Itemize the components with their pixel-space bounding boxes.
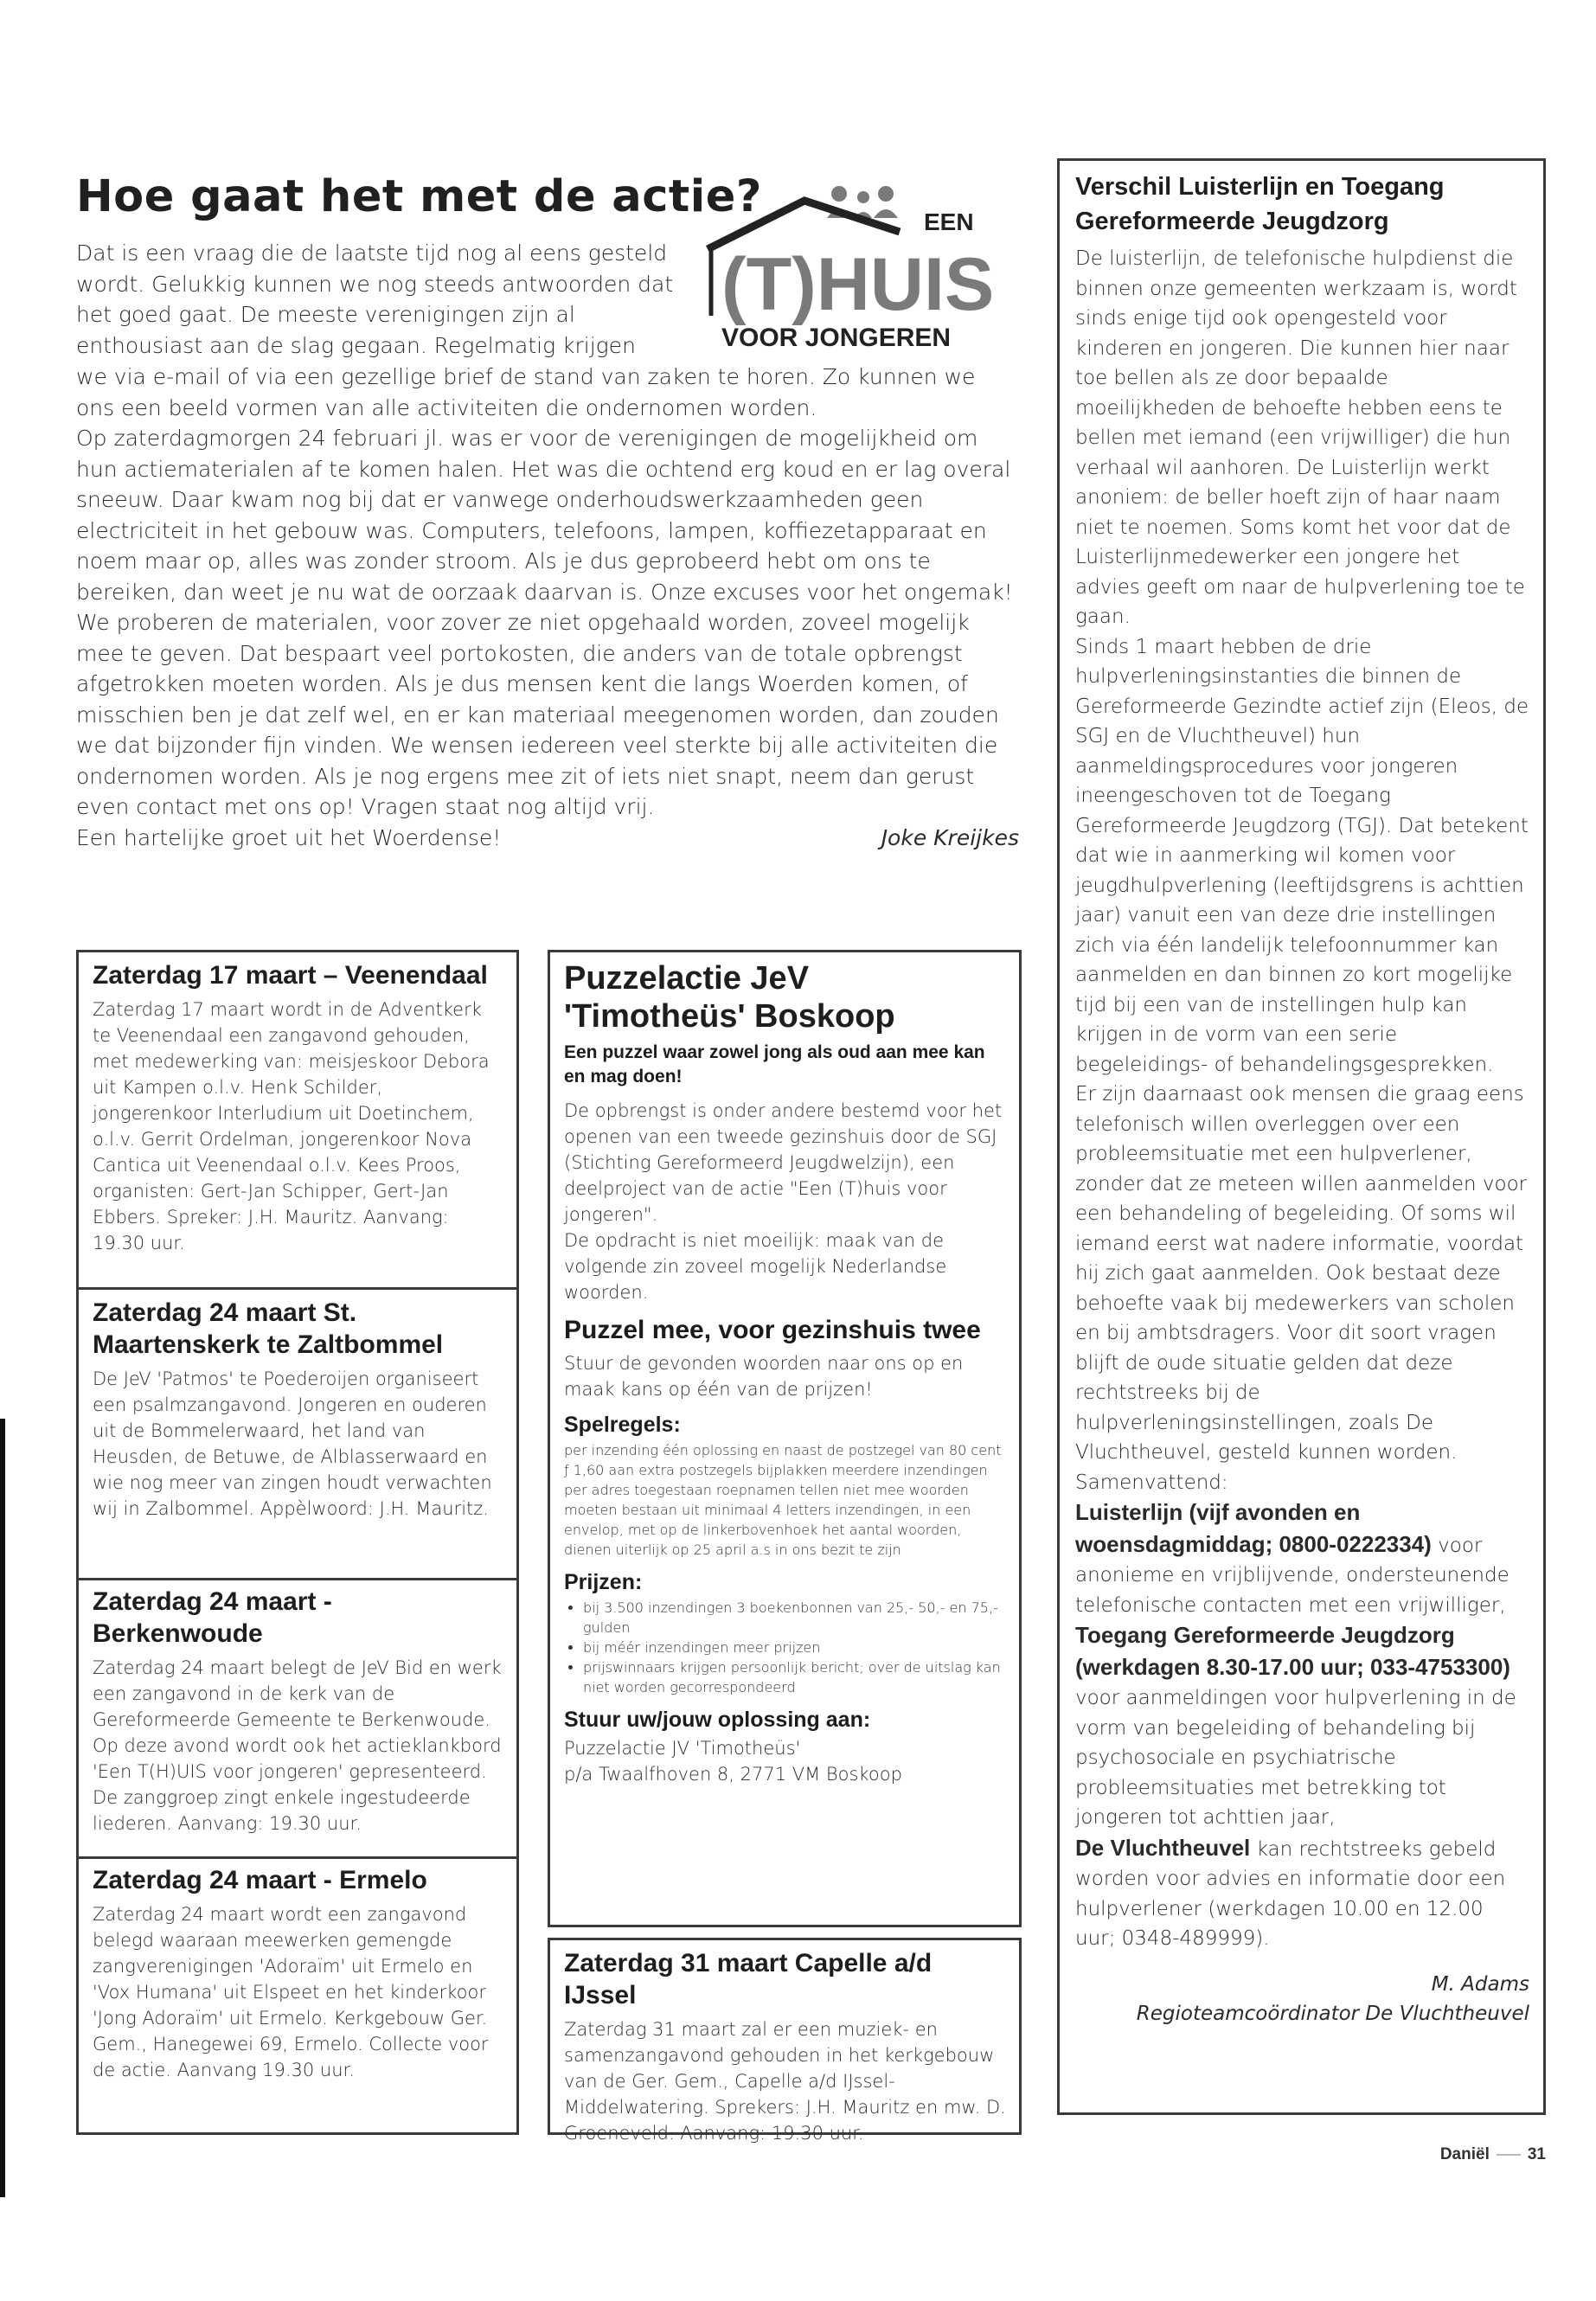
prize-item: • bij 3.500 inzendingen 3 boekenbonnen van 25,- 50,- en 75,- gulden: [583, 1598, 1007, 1638]
event-title: Zaterdag 24 maart - Ermelo: [93, 1866, 427, 1894]
event-divider: [79, 1856, 516, 1859]
puzzle-subtitle: Een puzzel waar zowel jong als oud aan mee kan en mag doen!: [564, 1042, 985, 1086]
puzzle-content: [564, 959, 1007, 1787]
sidebar-paragraph-1: De luisterlijn, de telefonische hulpdienst die binnen onze gemeenten werkzaam is, wordt sinds enige tijd ook opengesteld voor kinderen en jongeren. Die kunnen hier naar toe bellen als ze door bepaalde moeilijkheden de behoefte hebben eens te bellen met iemand (een vrijwilliger) die hun verhaal wil aanhoren. De Luisterlijn werkt anoniem: de beller hoeft zijn of haar naam niet te noemen. Soms komt het voor dat de Luisterlijnmedewerker een jongere het advies geeft om naar de hulpverlening toe te gaan.: [1075, 247, 1525, 628]
intro-paragraph-head: Dat is een vraag die de laatste tijd nog al eens gesteld wordt. Gelukkig kunnen we nog steeds antwoorden dat het goed gaat. De meeste verenigingen zijn al enthousiast aan de slag gegaan. Regelmatig krijgen: [76, 240, 674, 358]
logo-word-thuis: (T)HUIS: [721, 243, 995, 326]
event-body: Zaterdag 17 maart wordt in de Adventkerk te Veenendaal een zangavond gehouden, met medewerking van: meisjeskoor Debora uit Kampen o.l.v. Henk Schilder, jongerenkoor Interludium uit Doetinchem, o.l.v. Gerrit Ordelman, jongerenkoor Nova Cantica uit Veenendaal o.l.v. Kees Proos, organisten: Gert-Jan Schipper, Gert-Jan Ebbers. Spreker: J.H. Mauritz. Aanvang: 19.30 uur.: [93, 999, 490, 1253]
send-label: Stuur uw/jouw oplossing aan:: [564, 1708, 871, 1732]
event-divider: [79, 1578, 516, 1580]
sidebar-paragraph-3: Er zijn daarnaast ook mensen die graag eens telefonisch willen overleggen over een probleemsituatie met een hulpverlener, zonder dat ze meteen willen aanmelden voor een behandeling of begeleiding. Of soms wil iemand eerst wat nadere informatie, voordat hij zich gaat aanmelden. Ook bestaat deze behoefte vaak bij medewerkers van scholen en bij ambtsdragers. Voor dit soort vragen blijft de oude situatie gelden dat deze rechtstreeks bij de hulpverleningsinstellingen, zoals De Vluchtheuvel, gesteld kunnen worden.: [1075, 1083, 1528, 1464]
article-author: Joke Kreijkes: [881, 824, 1019, 850]
closing-greeting: Een hartelijke groet uit het Woerdense!: [76, 824, 502, 850]
event-capelle: [564, 1947, 1007, 2146]
intro-body: [76, 362, 1019, 853]
event-title: Zaterdag 24 maart - Berkenwoude: [93, 1587, 332, 1648]
summary-strong: De Vluchtheuvel: [1075, 1834, 1251, 1861]
puzzle-intro-2: De opdracht is niet moeilijk: maak van de volgende zin zoveel mogelijk Nederlandse woorden.: [564, 1230, 947, 1303]
prize-item: • prijswinnaars krijgen persoonlijk bericht; over de uitslag kan niet worden gecorrespondeerd: [583, 1657, 1007, 1697]
summary-text: voor aanmeldingen voor hulpverlening in de vorm van begeleiding of behandeling bij psychosociale en psychiatrische probleemsituaties met betrekking tot jongeren tot achttien jaar,: [1075, 1687, 1516, 1829]
intro-closing-line: [76, 823, 1019, 854]
event-berkenwoude: [93, 1586, 504, 1836]
summary-text: voor anonieme en vrijblijvende, ondersteunende telefonische contacten met een vrijwilliger,: [1075, 1534, 1509, 1617]
sidebar-signature-role: Regioteamcoördinator De Vluchtheuvel: [1136, 2003, 1529, 2025]
page-number: 31: [1527, 2145, 1546, 2163]
summary-item-luisterlijn: [1075, 1497, 1529, 1620]
address-line-2: p/a Twaalfhoven 8, 2771 VM Boskoop: [564, 1764, 902, 1785]
intro-paragraph-1: we via e-mail of via een gezellige brief de stand van zaken te horen. Zo kunnen we ons een beeld vormen van alle activiteiten die ondernomen worden.: [76, 364, 976, 420]
sidebar-paragraph-2: Sinds 1 maart hebben de drie hulpverleningsinstanties die binnen de Gereformeerde Gezindte actief zijn (Eleos, de SGJ en de Vluchtheuvel) hun aanmeldingsprocedures voor jongeren ineengeschoven tot de Toegang Gereformeerde Jeugdzorg (TGJ). Dat betekent dat wie in aanmerking wil komen voor jeugdhulpverlening (leeftijdsgrens is achttien jaar) vanuit een van deze drie instellingen zich via één landelijk telefoonnummer kan aanmelden en dan binnen zo kort mogelijke tijd bij een van de instellingen hulp kan krijgen in de vorm van een serie begeleidings- of behandelingsgesprekken.: [1075, 635, 1529, 1076]
logo-word-voor-jongeren: VOOR JONGEREN: [721, 324, 952, 352]
rules-text: per inzending één oplossing en naast de postzegel van 80 cent ƒ 1,60 aan extra postzegels bijplakken meerdere inzendingen per adres toegestaan roepnamen tellen niet mee woorden moeten bestaan uit minimaal 4 letters inzendingen, in een envelop, met op de linkerbovenhoek het aantal woorden, dienen uiterlijk op 25 april a.s in ons bezit te zijn: [564, 1442, 1002, 1558]
intro-paragraph-3: We proberen de materialen, voor zover ze niet opgehaald worden, zoveel mogelijk mee te geven. Dat bespaart veel portokosten, die anders van de totale opbrengst afgetrokken moeten worden. Als je dus mensen kent die langs Woerden komen, of misschien ben je dat zelf wel, en er kan materiaal meegenomen worden, dan zouden we dat bijzonder fijn vinden. We wensen iedereen veel sterkte bij alle activiteiten die ondernomen worden. Als je nog ergens mee zit of iets niet snapt, neem dan gerust even contact met ons op! Vragen staat nog altijd vrij.: [76, 610, 999, 819]
sidebar-signature-name: M. Adams: [1431, 1972, 1529, 1996]
address-line-1: Puzzelactie JV 'Timotheüs': [564, 1738, 801, 1759]
page-footer: [1440, 2145, 1546, 2164]
summary-item-vluchtheuvel: [1075, 1833, 1529, 1954]
sidebar-title: Verschil Luisterlijn en Toegang Gereformeerde Jeugdzorg: [1075, 173, 1445, 235]
puzzle-call: Stuur de gevonden woorden naar ons op en maak kans op één van de prijzen!: [564, 1353, 964, 1400]
magazine-name: Daniël: [1439, 2145, 1490, 2163]
puzzle-title-line-1: Puzzelactie JeV: [564, 960, 810, 997]
sidebar-luisterlijn-box: [1057, 158, 1546, 2115]
event-title: Zaterdag 17 maart – Veenendaal: [93, 961, 488, 990]
intro-paragraph-2: Op zaterdagmorgen 24 februari jl. was er voor de verenigingen de mogelijkheid om hun actiematerialen af te komen halen. Het was die ochtend erg koud en er lag overal sneeuw. Daar kwam nog bij dat er vanwege onderhoudswerkzaamheden geen electriciteit in het gebouw was. Computers, telefoons, lampen, koffiezetapparaat en noem maar op, alles was zonder stroom. Als je dus geprobeerd hebt om ons te bereiken, dan weet je nu wat de oorzaak daarvan is. Onze excuses voor het ongemak!: [76, 426, 1013, 605]
sidebar-content: [1075, 170, 1529, 2029]
puzzle-heading: Puzzel mee, voor gezinshuis twee: [564, 1316, 981, 1344]
rules-label: Spelregels:: [564, 1413, 681, 1437]
summary-label: Samenvattend:: [1075, 1471, 1228, 1494]
logo-word-een: EEN: [924, 208, 974, 235]
page-edge-shadow: [0, 1419, 5, 2197]
event-title: Zaterdag 31 maart Capelle a/d IJssel: [564, 1949, 933, 2009]
logo-thuis-voor-jongeren: [701, 182, 1021, 355]
event-divider: [79, 1287, 516, 1290]
puzzle-intro-1: De opbrengst is onder andere bestemd voor het openen van een tweede gezinshuis door de SGJ (Stichting Gereformeerd Jeugdwelzijn), een deelproject van de actie "Een (T)huis voor jongeren".: [564, 1100, 1003, 1225]
puzzle-title-line-2: 'Timotheüs' Boskoop: [564, 998, 895, 1035]
event-zaltbommel: [93, 1297, 504, 1522]
article-title: Hoe gaat het met de actie?: [76, 171, 762, 222]
event-veenendaal: [93, 959, 504, 1256]
events-box: [76, 950, 519, 2135]
summary-strong: Toegang Gereformeerde Jeugdzorg (werkdagen 8.30-17.00 uur; 033-4753300): [1075, 1622, 1510, 1680]
event-capelle-box: [548, 1938, 1022, 2144]
summary-text: kan rechtstreeks gebeld worden voor advies en informatie door een hulpverlener (werkdagen 10.00 en 12.00 uur; 0348-489999).: [1075, 1837, 1506, 1950]
summary-item-tgj: [1075, 1620, 1529, 1833]
prizes-list: [564, 1598, 1007, 1697]
event-ermelo: [93, 1864, 504, 2083]
prizes-label: Prijzen:: [564, 1570, 643, 1594]
prize-item: • bij méér inzendingen meer prijzen: [583, 1638, 1007, 1657]
event-body: Zaterdag 24 maart wordt een zangavond belegd waaraan meewerken gemengde zangverenigingen 'Adoraïm' uit Ermelo en 'Vox Humana' uit Elspeet en het kinderkoor 'Jong Adoraïm' uit Ermelo. Kerkgebouw Ger. Gem., Hanegewei 69, Ermelo. Collecte voor de actie. Aanvang 19.30 uur.: [93, 1904, 489, 2080]
summary-strong: Luisterlijn (vijf avonden en woensdagmiddag; 0800-0222334): [1075, 1499, 1432, 1557]
event-title: Zaterdag 24 maart St. Maartenskerk te Zaltbommel: [93, 1298, 444, 1359]
event-body: Zaterdag 24 maart belegt de JeV Bid en werk een zangavond in de kerk van de Gereformeerde Gemeente te Berkenwoude. Op deze avond wordt ook het actieklankbord 'Een T(H)UIS voor jongeren' gepresenteerd. De zanggroep zingt enkele ingestudeerde liederen. Aanvang: 19.30 uur.: [93, 1657, 502, 1834]
footer-separator: [1497, 2154, 1521, 2156]
house-logo-icon: [701, 182, 1021, 355]
event-body: Zaterdag 31 maart zal er een muziek- en samenzangavond gehouden in het kerkgebouw van de Ger. Gem., Capelle a/d IJssel-Middelwatering. Sprekers: J.H. Mauritz en mw. D. Groeneveld. Aanvang: 19.30 uur.: [564, 2019, 1006, 2144]
puzzle-box: [548, 950, 1022, 1927]
event-body: De JeV 'Patmos' te Poederoijen organiseert een psalmzangavond. Jongeren en ouderen uit de Bommelerwaard, het land van Heusden, de Betuwe, de Alblasserwaard en wie nog meer van zingen houdt verwachten wij in Zalbommel. Appèlwoord: J.H. Mauritz.: [93, 1368, 492, 1519]
